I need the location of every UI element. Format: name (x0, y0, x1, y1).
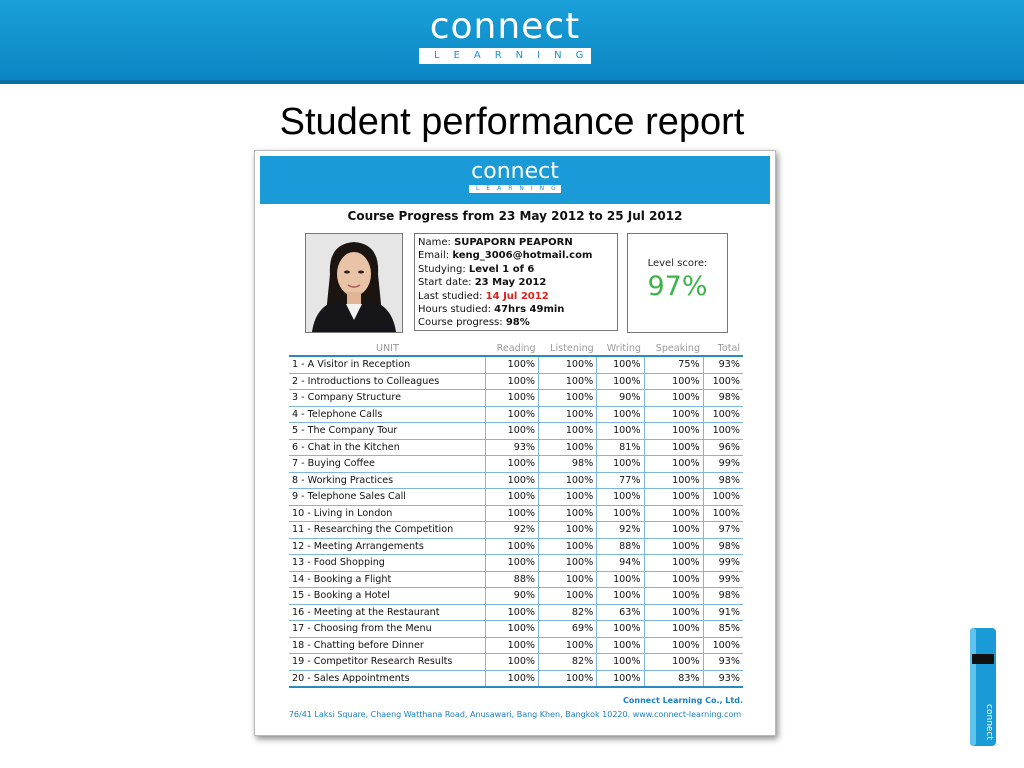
table-row (289, 472, 743, 489)
score-cell: 100% (486, 456, 539, 473)
level-score-panel (627, 233, 728, 333)
unit-name-cell: 1 - A Visitor in Reception (289, 356, 486, 373)
table-row (289, 670, 743, 687)
score-cell: 100% (644, 538, 703, 555)
table-row (289, 621, 743, 638)
column-header-unit: UNIT (289, 341, 486, 356)
score-cell: 100% (539, 555, 597, 572)
table-row (289, 637, 743, 654)
score-cell: 91% (703, 604, 743, 621)
table-row (289, 423, 743, 440)
unit-name-cell: 5 - The Company Tour (289, 423, 486, 440)
student-photo (305, 233, 403, 333)
column-header-writing: Writing (597, 341, 644, 356)
score-cell: 100% (644, 439, 703, 456)
score-cell: 90% (597, 390, 644, 407)
score-cell: 100% (486, 621, 539, 638)
score-cell: 98% (703, 588, 743, 605)
score-cell: 100% (539, 588, 597, 605)
score-cell: 100% (644, 654, 703, 671)
score-cell: 100% (486, 505, 539, 522)
score-cell: 100% (486, 670, 539, 687)
student-email-row: Email: keng_3006@hotmail.com (418, 250, 593, 262)
unit-name-cell: 12 - Meeting Arrangements (289, 538, 486, 555)
table-row (289, 439, 743, 456)
company-name: Connect Learning Co., Ltd. (623, 696, 743, 705)
unit-name-cell: 17 - Choosing from the Menu (289, 621, 486, 638)
score-cell: 100% (486, 390, 539, 407)
logo-wordmark: connect (429, 6, 581, 47)
score-cell: 63% (597, 604, 644, 621)
score-cell: 100% (597, 356, 644, 373)
unit-scores-table (289, 341, 743, 688)
score-cell: 100% (539, 489, 597, 506)
table-row (289, 604, 743, 621)
table-row (289, 522, 743, 539)
table-row (289, 390, 743, 407)
score-cell: 98% (703, 472, 743, 489)
score-cell: 100% (486, 356, 539, 373)
score-cell: 100% (597, 489, 644, 506)
score-cell: 98% (539, 456, 597, 473)
course-progress: 98% (505, 317, 530, 329)
score-cell: 100% (539, 373, 597, 390)
score-cell: 100% (644, 390, 703, 407)
score-cell: 100% (597, 621, 644, 638)
score-cell: 100% (597, 456, 644, 473)
score-cell: 99% (703, 555, 743, 572)
unit-name-cell: 14 - Booking a Flight (289, 571, 486, 588)
score-cell: 90% (486, 588, 539, 605)
score-cell: 100% (486, 489, 539, 506)
student-email: keng_3006@hotmail.com (452, 250, 593, 262)
score-cell: 81% (597, 439, 644, 456)
score-cell: 100% (539, 406, 597, 423)
score-cell: 100% (597, 406, 644, 423)
score-cell: 98% (703, 538, 743, 555)
score-cell: 99% (703, 571, 743, 588)
score-cell: 100% (703, 373, 743, 390)
score-cell: 98% (703, 390, 743, 407)
score-cell: 75% (644, 356, 703, 373)
score-cell: 100% (597, 654, 644, 671)
unit-name-cell: 8 - Working Practices (289, 472, 486, 489)
score-cell: 100% (644, 637, 703, 654)
report-banner (260, 156, 770, 204)
last-studied-date: 14 Jul 2012 (485, 290, 549, 302)
score-cell: 100% (597, 637, 644, 654)
column-header-speaking: Speaking (644, 341, 703, 356)
unit-name-cell: 18 - Chatting before Dinner (289, 637, 486, 654)
column-header-listening: Listening (539, 341, 597, 356)
student-name-row: Name: SUPAPORN PEAPORN (418, 237, 573, 248)
score-cell: 100% (597, 373, 644, 390)
studying-row: Studying: Level 1 of 6 (418, 263, 535, 275)
score-cell: 99% (703, 456, 743, 473)
score-cell: 93% (703, 670, 743, 687)
last-studied-row: Last studied: 14 Jul 2012 (418, 290, 549, 302)
table-header-row (289, 341, 743, 356)
score-cell: 100% (644, 604, 703, 621)
score-cell: 100% (597, 423, 644, 440)
score-cell: 88% (597, 538, 644, 555)
score-cell: 100% (486, 555, 539, 572)
course-progress-row: Course progress: 98% (418, 317, 530, 329)
table-body (289, 356, 743, 687)
score-cell: 100% (597, 505, 644, 522)
unit-name-cell: 3 - Company Structure (289, 390, 486, 407)
score-cell: 100% (539, 538, 597, 555)
level-score-value: 97% (647, 271, 708, 302)
unit-name-cell: 6 - Chat in the Kitchen (289, 439, 486, 456)
column-header-total: Total (703, 341, 743, 356)
score-cell: 100% (539, 356, 597, 373)
student-info-panel (414, 233, 618, 331)
score-cell: 100% (539, 571, 597, 588)
score-cell: 100% (486, 373, 539, 390)
score-cell: 100% (486, 604, 539, 621)
score-cell: 100% (539, 423, 597, 440)
unit-name-cell: 10 - Living in London (289, 505, 486, 522)
unit-name-cell: 19 - Competitor Research Results (289, 654, 486, 671)
page-title: Student performance report (279, 101, 745, 143)
table-row (289, 571, 743, 588)
logo-subtitle: LEARNING (419, 48, 591, 64)
score-cell: 83% (644, 670, 703, 687)
score-cell: 100% (703, 489, 743, 506)
unit-name-cell: 20 - Sales Appointments (289, 670, 486, 687)
report-logo (260, 160, 770, 193)
score-cell: 100% (486, 538, 539, 555)
score-cell: 96% (703, 439, 743, 456)
table-row (289, 538, 743, 555)
score-cell: 77% (597, 472, 644, 489)
score-cell: 100% (539, 670, 597, 687)
start-date-row: Start date: 23 May 2012 (418, 277, 547, 289)
score-cell: 100% (644, 522, 703, 539)
unit-name-cell: 15 - Booking a Hotel (289, 588, 486, 605)
score-cell: 100% (644, 588, 703, 605)
score-cell: 100% (486, 654, 539, 671)
score-cell: 94% (597, 555, 644, 572)
unit-name-cell: 4 - Telephone Calls (289, 406, 486, 423)
report-card (254, 150, 776, 736)
score-cell: 82% (539, 654, 597, 671)
level-score-label: Level score: (647, 258, 708, 269)
table-row (289, 373, 743, 390)
usb-stick-icon (966, 624, 1000, 750)
score-cell: 100% (703, 637, 743, 654)
table-row (289, 456, 743, 473)
table-row (289, 505, 743, 522)
score-cell: 100% (703, 423, 743, 440)
score-cell: 100% (486, 406, 539, 423)
unit-name-cell: 9 - Telephone Sales Call (289, 489, 486, 506)
score-cell: 100% (644, 555, 703, 572)
score-cell: 100% (644, 423, 703, 440)
table-row (289, 588, 743, 605)
unit-name-cell: 16 - Meeting at the Restaurant (289, 604, 486, 621)
report-logo-wordmark: connect (471, 159, 559, 184)
score-cell: 100% (703, 406, 743, 423)
score-cell: 69% (539, 621, 597, 638)
report-logo-subtitle: LEARNING (469, 185, 561, 193)
score-cell: 100% (539, 472, 597, 489)
table-row (289, 406, 743, 423)
studying-level: Level 1 of 6 (468, 263, 535, 275)
score-cell: 100% (539, 637, 597, 654)
score-cell: 88% (486, 571, 539, 588)
score-cell: 100% (539, 505, 597, 522)
student-name: SUPAPORN PEAPORN (454, 237, 573, 248)
connect-learning-logo (417, 6, 598, 64)
score-cell: 100% (486, 423, 539, 440)
score-cell: 100% (644, 373, 703, 390)
score-cell: 100% (597, 670, 644, 687)
score-cell: 100% (644, 571, 703, 588)
score-cell: 92% (597, 522, 644, 539)
score-cell: 100% (539, 390, 597, 407)
score-cell: 100% (644, 621, 703, 638)
unit-name-cell: 7 - Buying Coffee (289, 456, 486, 473)
table-row (289, 654, 743, 671)
score-cell: 100% (539, 439, 597, 456)
score-cell: 93% (486, 439, 539, 456)
score-cell: 93% (703, 356, 743, 373)
score-cell: 100% (644, 489, 703, 506)
score-cell: 100% (644, 456, 703, 473)
hours-studied: 47hrs 49min (494, 304, 565, 316)
score-cell: 97% (703, 522, 743, 539)
table-row (289, 356, 743, 373)
report-title: Course Progress from 23 May 2012 to 25 Jul 2012 (347, 209, 683, 223)
unit-name-cell: 11 - Researching the Competition (289, 522, 486, 539)
column-header-reading: Reading (486, 341, 539, 356)
score-cell: 100% (597, 571, 644, 588)
score-cell: 100% (644, 406, 703, 423)
score-cell: 100% (486, 472, 539, 489)
score-cell: 82% (539, 604, 597, 621)
score-cell: 100% (644, 472, 703, 489)
score-cell: 100% (644, 505, 703, 522)
score-cell: 100% (486, 637, 539, 654)
score-cell: 100% (597, 588, 644, 605)
score-cell: 93% (703, 654, 743, 671)
score-cell: 85% (703, 621, 743, 638)
table-row (289, 489, 743, 506)
usb-label: connect (984, 704, 994, 740)
score-cell: 100% (703, 505, 743, 522)
table-row (289, 555, 743, 572)
score-cell: 100% (539, 522, 597, 539)
company-address: 76/41 Laksi Square, Chaeng Watthana Road, Anusawari, Bang Khen, Bangkok 10220. www.connect-learning.com (288, 710, 742, 719)
unit-name-cell: 13 - Food Shopping (289, 555, 486, 572)
unit-name-cell: 2 - Introductions to Colleagues (289, 373, 486, 390)
hours-studied-row: Hours studied: 47hrs 49min (418, 304, 565, 316)
header-banner (0, 0, 1024, 84)
start-date: 23 May 2012 (474, 277, 547, 289)
score-cell: 92% (486, 522, 539, 539)
